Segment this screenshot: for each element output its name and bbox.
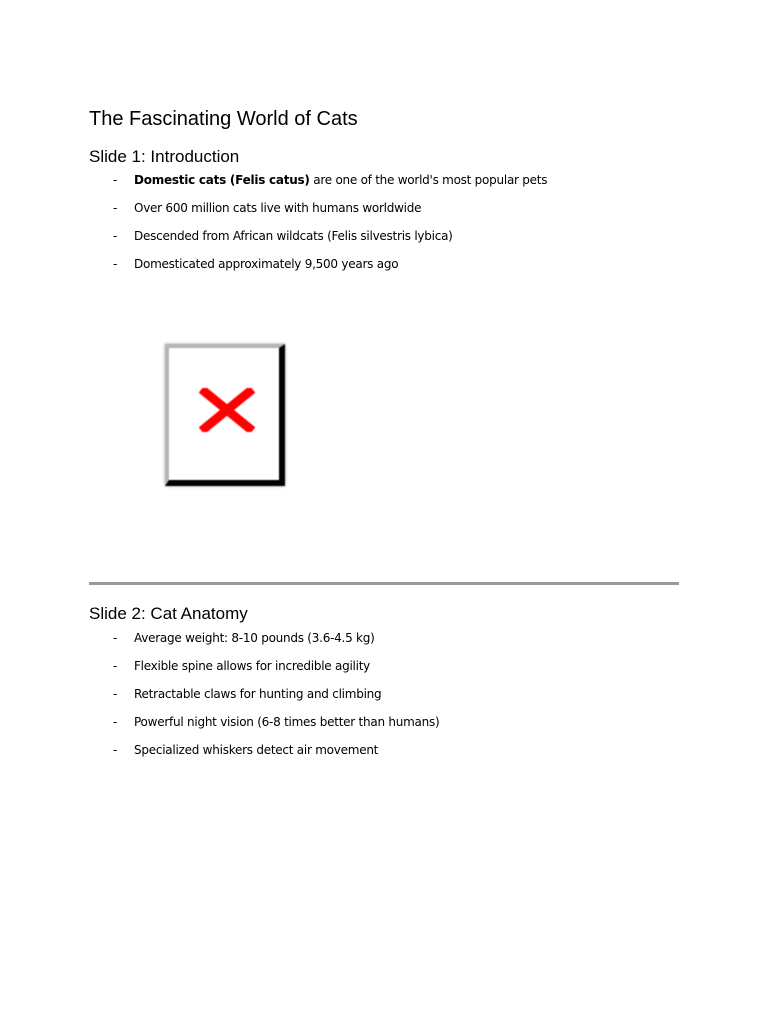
bullet-text: Retractable claws for hunting and climbing — [134, 687, 382, 701]
list-item — [0, 714, 768, 742]
list-item — [0, 172, 768, 200]
bullet-bold-text: Domestic cats (Felis catus) — [134, 173, 310, 187]
bullet-marker: - — [113, 715, 118, 729]
bullet-marker: - — [113, 659, 118, 673]
bullet-marker: - — [113, 687, 118, 701]
list-item — [0, 256, 768, 284]
bullet-text: Descended from African wildcats (Felis silvestris lybica) — [134, 229, 453, 243]
list-item — [0, 630, 768, 658]
bullet-plain-text: are one of the world's most popular pets — [309, 173, 548, 187]
slide-1-heading: Slide 1: Introduction — [89, 147, 240, 166]
slide-2-bullet-list — [0, 630, 768, 770]
bullet-text: Over 600 million cats live with humans worldwide — [134, 201, 422, 215]
list-item — [0, 228, 768, 256]
bullet-text: Average weight: 8-10 pounds (3.6-4.5 kg) — [134, 631, 375, 645]
bullet-text — [134, 172, 547, 188]
bullet-marker: - — [113, 201, 118, 215]
slide-2-heading: Slide 2: Cat Anatomy — [89, 604, 248, 623]
red-x-icon — [199, 388, 255, 432]
bullet-marker: - — [113, 631, 118, 645]
document-title: The Fascinating World of Cats — [89, 108, 358, 130]
list-item — [0, 686, 768, 714]
bullet-marker: - — [113, 173, 118, 187]
list-item — [0, 742, 768, 770]
list-item — [0, 200, 768, 228]
slide-1-bullet-list — [0, 172, 768, 284]
bullet-text: Specialized whiskers detect air movement — [134, 743, 379, 757]
slide-divider — [89, 582, 679, 585]
bullet-marker: - — [113, 257, 118, 271]
bullet-marker: - — [113, 229, 118, 243]
bullet-text: Powerful night vision (6-8 times better than humans) — [134, 715, 440, 729]
list-item — [0, 658, 768, 686]
bullet-text: Domesticated approximately 9,500 years ago — [134, 257, 399, 271]
bullet-text: Flexible spine allows for incredible agility — [134, 659, 371, 673]
bullet-marker: - — [113, 743, 118, 757]
broken-image-icon — [165, 344, 285, 486]
